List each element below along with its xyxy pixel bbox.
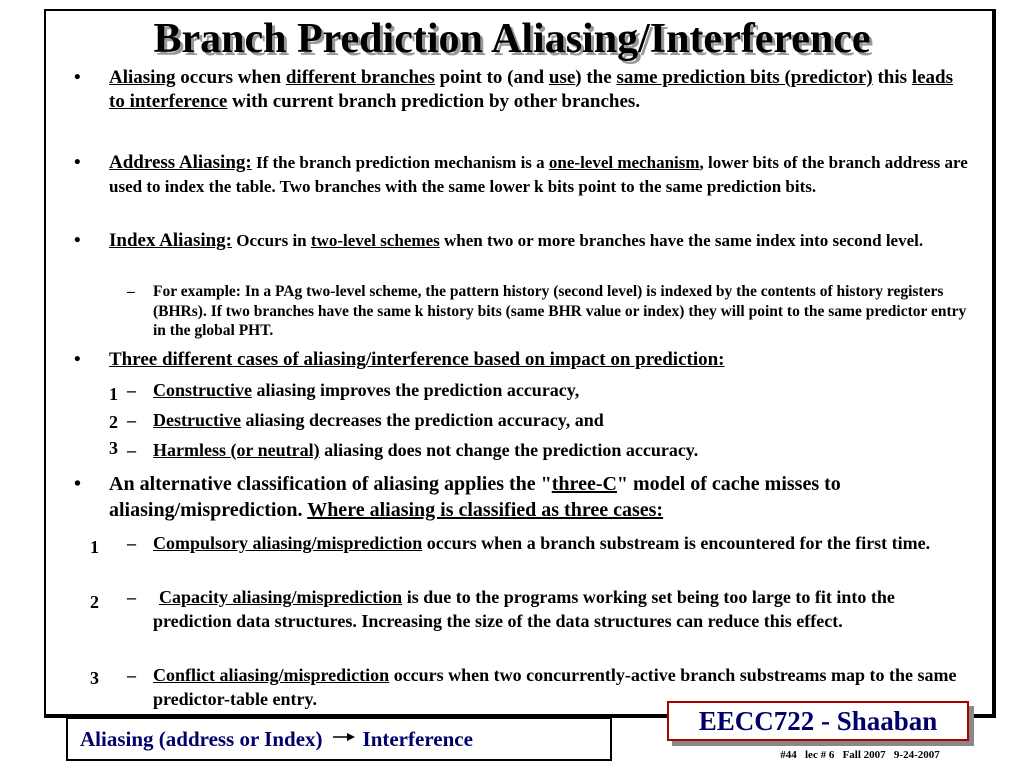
term-use: use: [548, 67, 576, 88]
case-number: 1: [90, 537, 99, 557]
text: " model of cache misses to aliasing/misprediction.: [109, 473, 841, 521]
term-three-c: three-C: [551, 473, 617, 495]
dash: –: [127, 410, 136, 430]
bullet-address-aliasing: [74, 151, 969, 199]
case-number: 3: [90, 668, 99, 688]
text: is due to the programs working set being too large to fit into the prediction data structures. Increasing the size of the data structures can reduce this effect.: [153, 587, 895, 631]
three-cases-heading: Three different cases of aliasing/interference based on impact on prediction:: [109, 349, 725, 370]
term-aliasing: Aliasing: [109, 67, 176, 88]
case-item: [127, 438, 973, 462]
case-item: [127, 531, 973, 555]
text: with current branch prediction by other branches.: [227, 91, 641, 112]
dash: –: [127, 587, 136, 607]
case-item: [127, 378, 973, 402]
bullet-three-c-model: [74, 471, 969, 523]
case-number: 1: [109, 384, 118, 404]
text: point to (and: [434, 67, 549, 88]
page-info: #44 lec # 6 Fall 2007 9-24-2007: [780, 749, 940, 761]
text: occurs when: [175, 67, 286, 88]
text: ) the: [575, 67, 617, 88]
sub-bullet-pag-example: [127, 282, 973, 341]
term-address-aliasing: Address Aliasing:: [109, 152, 252, 173]
term-two-level-schemes: two-level schemes: [310, 231, 440, 250]
term-different-branches: different branches: [285, 67, 435, 88]
term-one-level-mechanism: one-level mechanism: [548, 153, 700, 172]
slide-title: Branch Prediction Aliasing/Interference: [153, 16, 871, 62]
footer-right-text: Interference: [362, 726, 473, 751]
term-constructive: Constructive: [153, 380, 252, 400]
bullet-dot: •: [74, 152, 81, 173]
bullet-dot: •: [74, 349, 81, 370]
text: An alternative classification of aliasing applies the ": [109, 473, 552, 495]
term-capacity: Capacity aliasing/misprediction: [159, 587, 403, 607]
bullet-three-cases: [74, 348, 969, 372]
dash: –: [127, 665, 136, 685]
right-arrow-icon: [333, 732, 355, 742]
text: when two or more branches have the same index into second level.: [439, 231, 924, 250]
three-cases-heading: Where aliasing is classified as three cases:: [307, 499, 664, 521]
bullet-dot: •: [74, 230, 81, 251]
term-destructive: Destructive: [153, 410, 241, 430]
bullet-dot: •: [74, 67, 81, 88]
case-number: 2: [109, 412, 118, 432]
bullet-index-aliasing: [74, 229, 969, 253]
dash: –: [127, 440, 136, 460]
term-harmless: Harmless (or neutral): [153, 440, 320, 460]
dash: –: [127, 380, 136, 400]
term-leads-to-interference: leads to interference: [109, 67, 953, 112]
course-logo: EECC722 - Shaaban: [667, 701, 969, 741]
term-same-prediction-bits: same prediction bits (predictor): [616, 67, 873, 88]
text: , lower bits of the branch address are used to index the table. Two branches with the same lower k bits point to the same prediction bits.: [109, 153, 968, 196]
text: If the branch prediction mechanism is a: [251, 153, 549, 172]
text: occurs when two concurrently-active branch substreams map to the same predictor-table entry.: [153, 665, 957, 709]
term-conflict: Conflict aliasing/misprediction: [153, 665, 390, 685]
case-item: [127, 408, 973, 432]
case-number: 3: [109, 438, 118, 458]
text: this: [872, 67, 912, 88]
text: occurs when a branch substream is encountered for the first time.: [422, 533, 931, 553]
case-item: [127, 585, 973, 633]
bullet-dot: •: [74, 473, 82, 495]
term-compulsory: Compulsory aliasing/misprediction: [153, 533, 423, 553]
text: aliasing improves the prediction accuracy,: [251, 380, 580, 400]
text: Occurs in: [232, 231, 311, 250]
bullet-aliasing: [74, 66, 969, 114]
aliasing-interference-box: [66, 717, 612, 761]
dash: –: [127, 533, 136, 553]
text: aliasing does not change the prediction accuracy.: [319, 440, 699, 460]
case-number: 2: [90, 592, 99, 612]
footer-left-text: Aliasing (address or Index): [80, 726, 323, 751]
text: aliasing decreases the prediction accuracy, and: [240, 410, 604, 430]
term-index-aliasing: Index Aliasing:: [109, 230, 233, 251]
dash: –: [127, 283, 135, 300]
text: For example: In a PAg two-level scheme, the pattern history (second level) is indexed by the contents of history registers (BHRs). If two branches have the same k history bits (same BHR value or index) they will point to the same predictor entry in the global PHT.: [153, 283, 967, 339]
